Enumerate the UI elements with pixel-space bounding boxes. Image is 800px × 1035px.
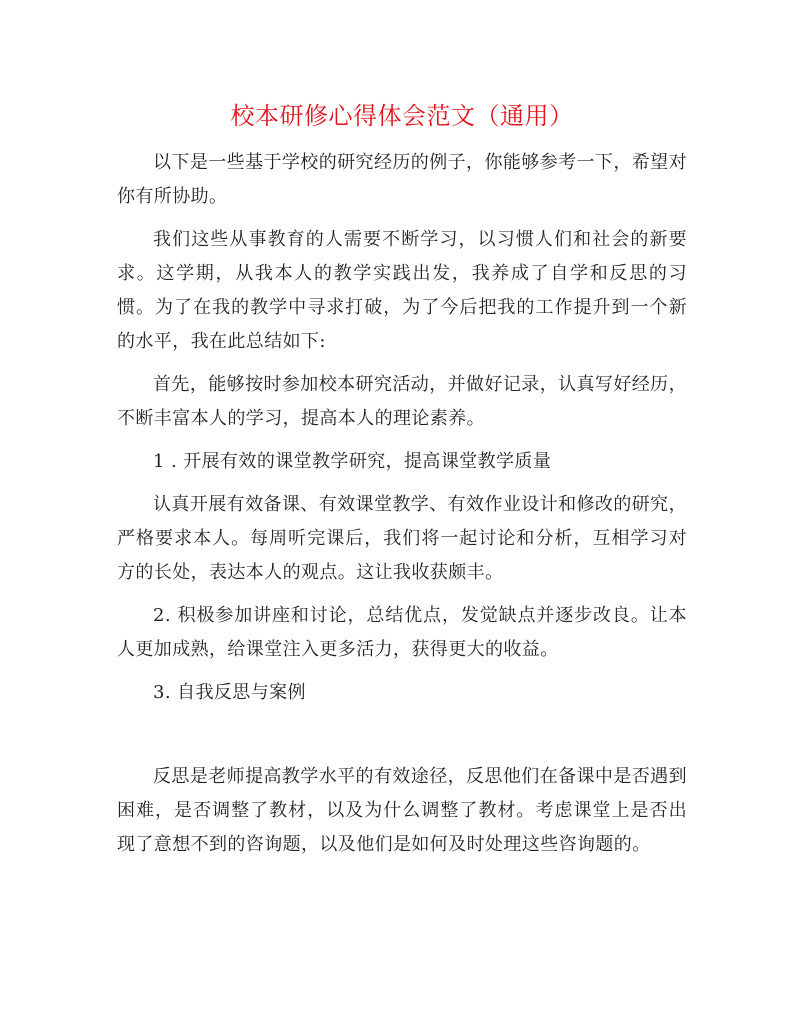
document-title: 校本研修心得体会范文（通用） [230,102,574,130]
blank-space [117,710,687,760]
paragraph-intro: 以下是一些基于学校的研究经历的例子，你能够参考一下，希望对你有所协助。 [117,152,687,207]
paragraph-reflection: 反思是老师提高教学水平的有效途径，反思他们在备课中是否遇到困难，是否调整了教材，以及为什么调整了教材。考虑课堂上是否出现了意想不到的咨询题，以及他们是如何及时处理这些咨询题的。 [117,766,687,855]
section-heading-1: 1 . 开展有效的课堂教学研究，提高课堂教学质量 [153,451,552,472]
paragraph-first: 首先，能够按时参加校本研究活动，并做好记录，认真写好经历，不断丰富本人的学习，提高本人的理论素养。 [117,374,687,429]
paragraph-section-1: 认真开展有效备课、有效课堂教学、有效作业设计和修改的研究，严格要求本人。每周听完课后，我们将一起讨论和分析，互相学习对方的长处，表达本人的观点。这让我收获颇丰。 [117,494,687,583]
paragraph-section-2: 2. 积极参加讲座和讨论，总结优点，发觉缺点并逐步改良。让本人更加成熟，给课堂注入更多活力，获得更大的收益。 [117,605,687,660]
paragraph-learning: 我们这些从事教育的人需要不断学习，以习惯人们和社会的新要求。这学期，从我本人的教学实践出发，我养成了自学和反思的习惯。为了在我的教学中寻求打破，为了今后把我的工作提升到一个新的水平，我在此总结如下: [117,229,687,352]
document-page [117,96,687,862]
section-heading-3: 3. 自我反思与案例 [153,682,306,703]
